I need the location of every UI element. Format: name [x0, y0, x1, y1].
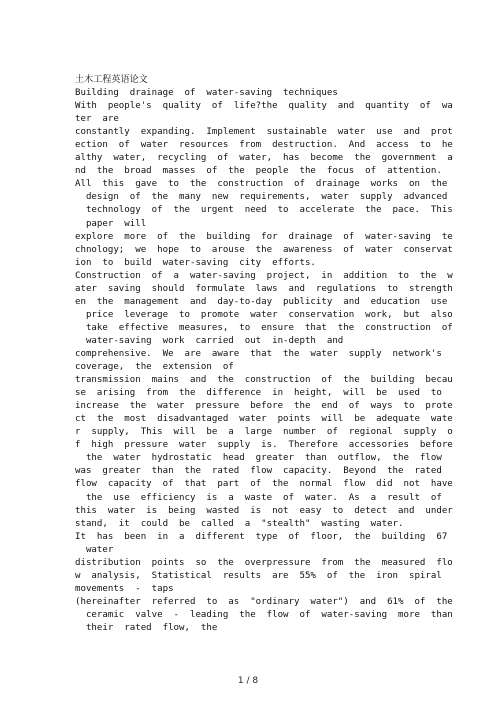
text-line: increase the water pressure before the end of ways to prote: [75, 401, 453, 412]
text-line: water-saving work carried out in-depth and: [75, 335, 344, 346]
text-line: movements - taps: [75, 583, 174, 594]
text-line: the water hydrostatic head greater than outflow, the flow: [75, 453, 442, 464]
text-line: ct the most disadvantaged water points will be adequate wate: [75, 414, 453, 425]
text-line: flow capacity of that part of the normal flow did not have: [75, 479, 453, 490]
text-line: en the management and day-to-day publicity and education use: [75, 296, 448, 307]
text-line: transmission mains and the construction of the building becau: [75, 375, 453, 386]
text-line: chnology; we hope to arouse the awareness of water conservat: [75, 244, 453, 255]
body-text: [75, 74, 453, 635]
text-line: stand, it could be called a "stealth" wasting water.: [75, 518, 404, 529]
text-line: was greater than the rated flow capacity. Beyond the rated: [75, 466, 442, 477]
text-line: the use efficiency is a waste of water. As a result of: [75, 492, 442, 503]
text-line: price leverage to promote water conservation work, but also: [75, 309, 453, 320]
text-line: nd the broad masses of the people the focus of attention.: [75, 166, 442, 177]
text-line: paper will: [75, 218, 147, 229]
text-line: se arising from the difference in height, will be used to: [75, 388, 442, 399]
text-line: ceramic valve - leading the flow of water-saving more than: [75, 609, 453, 620]
text-line: distribution points so the overpressure from the measured flo: [75, 557, 453, 568]
text-line: Construction of a water-saving project, in addition to the w: [75, 270, 453, 281]
article-title: Building drainage of water-saving techniques: [75, 88, 338, 99]
text-line: ection of water resources from destruction. And access to he: [75, 140, 453, 151]
text-line: (hereinafter referred to as "ordinary water") and 61% of the: [75, 596, 453, 607]
text-line: constantly expanding. Implement sustainable water use and prot: [75, 127, 453, 138]
text-line: It has been in a different type of floor, the building 67: [75, 531, 448, 542]
text-line: design of the many new requirements, water supply advanced: [75, 192, 448, 203]
text-line: ater saving should formulate laws and regulations to strength: [75, 283, 453, 294]
document-title: 土木工程英语论文: [75, 75, 148, 85]
text-line: comprehensive. We are aware that the water supply network's: [75, 348, 442, 359]
text-line: water: [75, 544, 114, 555]
page-number: 1 / 8: [237, 676, 259, 686]
text-line: their rated flow, the: [75, 622, 218, 633]
text-line: take effective measures, to ensure that the construction of: [75, 322, 453, 333]
text-line: althy water, recycling of water, has become the government a: [75, 153, 453, 164]
text-line: explore more of the building for drainage of water-saving te: [75, 231, 453, 242]
text-line: coverage, the extension of: [75, 362, 234, 373]
text-line: All this gave to the construction of drainage works on the: [75, 179, 448, 190]
text-line: ion to build water-saving city efforts.: [75, 257, 316, 268]
text-line: w analysis, Statistical results are 55% of the iron spiral: [75, 570, 442, 581]
text-line: f high pressure water supply is. Therefore accessories before: [75, 440, 453, 451]
text-line: ter are: [75, 114, 119, 125]
text-line: With people's quality of life?the quality and quantity of wa: [75, 101, 453, 112]
text-line: this water is being wasted is not easy to detect and under: [75, 505, 453, 516]
text-line: technology of the urgent need to accelerate the pace. This: [75, 205, 453, 216]
text-line: r supply, This will be a large number of regional supply o: [75, 427, 453, 438]
